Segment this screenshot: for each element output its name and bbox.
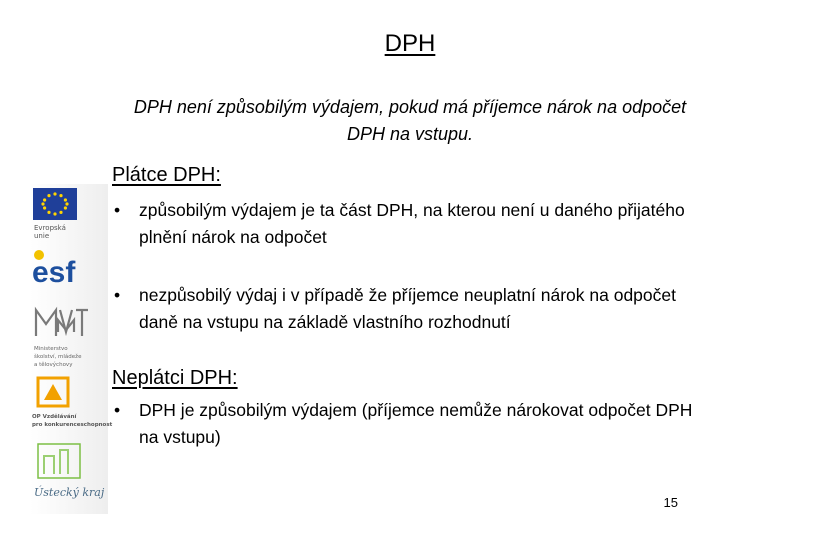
msmt-logo bbox=[30, 302, 92, 377]
bullet-dot: • bbox=[114, 285, 121, 305]
bullet-text: způsobilým výdajem je ta část DPH, na kterou není u daného přijatého plnění nárok na odpočet bbox=[139, 200, 685, 247]
op-vk-logo bbox=[30, 374, 113, 439]
bullet-neplatci-1 bbox=[112, 397, 702, 451]
bullet-text: DPH je způsobilým výdajem (příjemce nemůže nárokovat odpočet DPH na vstupu) bbox=[139, 400, 693, 447]
esf-logo bbox=[30, 248, 86, 293]
bullet-text: nezpůsobilý výdaj i v případě že příjemce neuplatní nárok na odpočet daně na vstupu na základě vlastního rozhodnutí bbox=[139, 285, 676, 332]
ustecky-kraj-logo bbox=[30, 440, 105, 511]
eu-flag-logo bbox=[30, 188, 80, 245]
svg-text:školství, mládeže: školství, mládeže bbox=[34, 354, 82, 360]
page-number: 15 bbox=[663, 495, 678, 510]
bullet-platce-2 bbox=[112, 282, 702, 336]
intro-text: DPH není způsobilým výdajem, pokud má příjemce nárok na odpočet DPH na vstupu. bbox=[133, 97, 687, 144]
bullet-platce-1 bbox=[112, 197, 702, 251]
svg-text:a tělovýchovy: a tělovýchovy bbox=[34, 362, 73, 368]
svg-text:Evropská: Evropská bbox=[34, 224, 66, 232]
svg-text:pro konkurenceschopnost: pro konkurenceschopnost bbox=[32, 422, 113, 428]
svg-text:unie: unie bbox=[34, 232, 50, 240]
slide-title: DPH bbox=[384, 30, 436, 57]
bullet-dot: • bbox=[114, 400, 121, 420]
section-heading-neplatci: Neplátci DPH: bbox=[112, 367, 238, 389]
svg-text:OP Vzdělávání: OP Vzdělávání bbox=[32, 414, 77, 420]
section-heading-platce: Plátce DPH: bbox=[112, 164, 221, 186]
bullet-dot: • bbox=[114, 200, 121, 220]
svg-text:Ministerstvo: Ministerstvo bbox=[34, 346, 68, 352]
logo-column bbox=[30, 184, 113, 514]
svg-text:Ústecký kraj: Ústecký kraj bbox=[34, 486, 105, 499]
svg-text:esf: esf bbox=[32, 256, 76, 289]
